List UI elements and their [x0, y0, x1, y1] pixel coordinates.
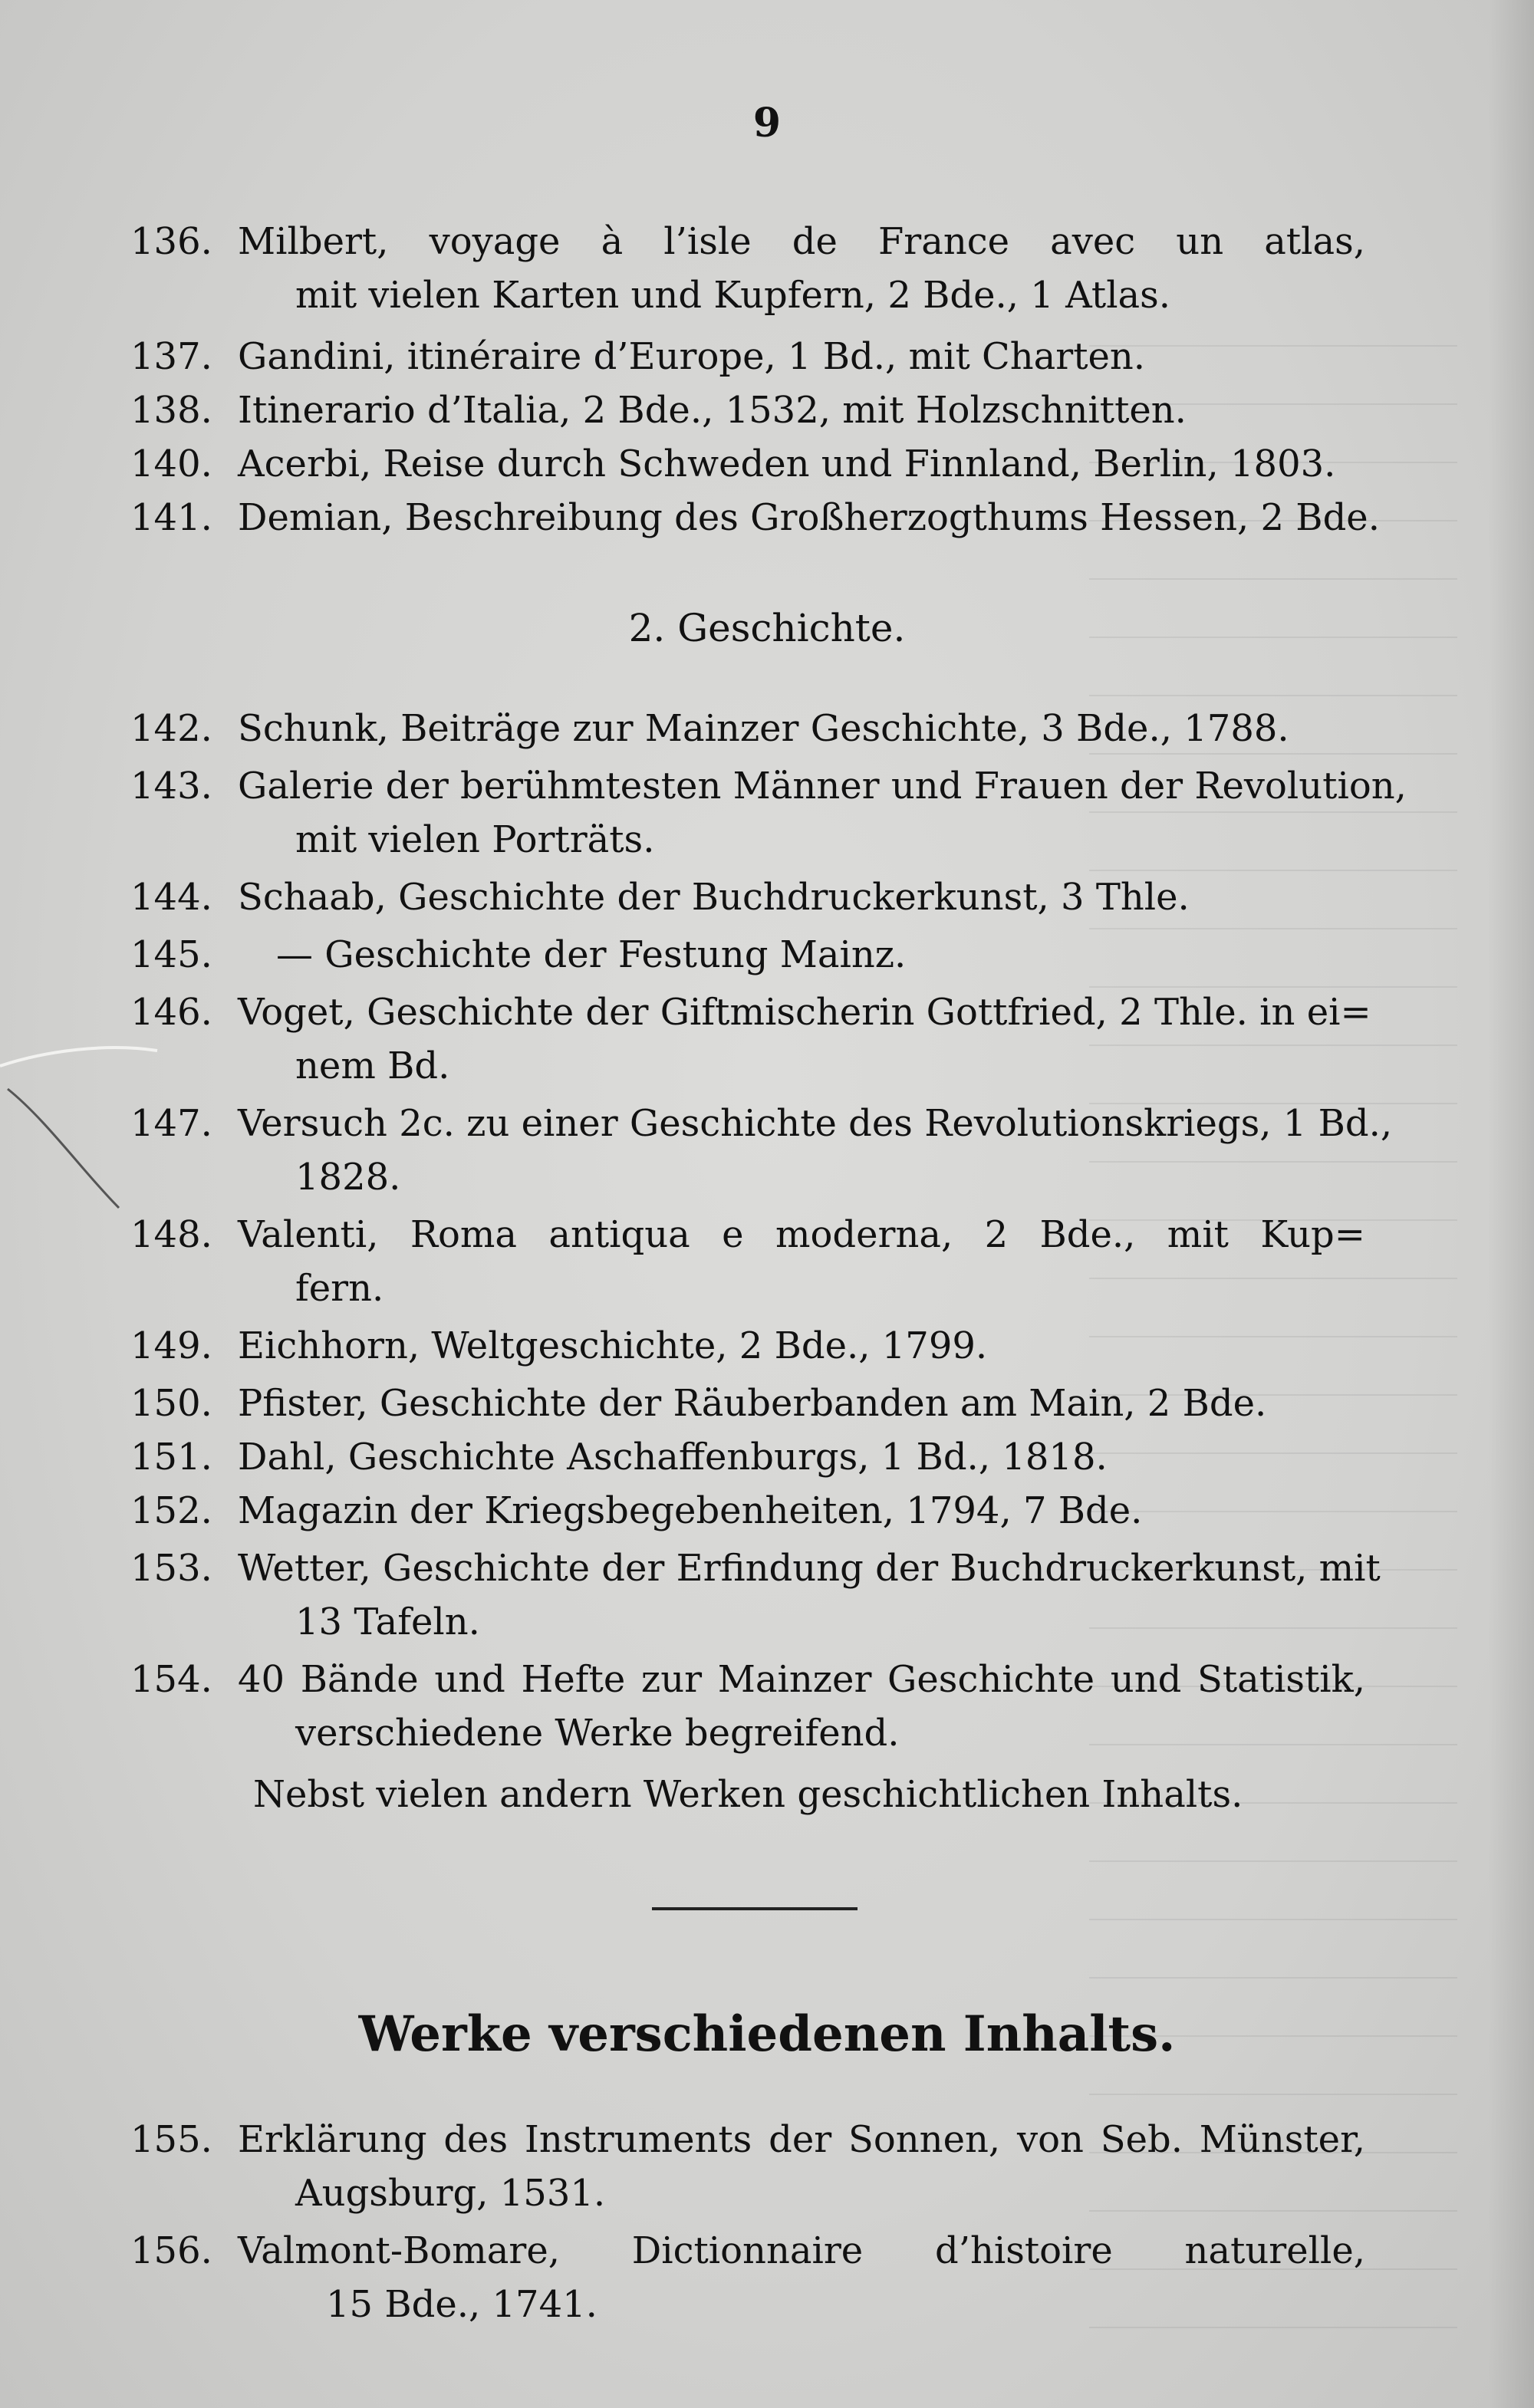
- entry-text: Schunk, Beiträge zur Mainzer Geschichte, 3 Bde., 1788.: [238, 707, 1289, 750]
- catalog-entry: [130, 759, 1407, 867]
- section-heading: 2. Geschichte.: [628, 606, 906, 650]
- entry-text: Dahl, Geschichte Aschaffenburgs, 1 Bd., 1818.: [238, 1436, 1108, 1479]
- catalog-entry: [130, 1097, 1393, 1204]
- entry-text: mit vielen Karten und Kupfern, 2 Bde., 1 Atlas.: [295, 274, 1171, 317]
- catalog-entry: [130, 928, 1365, 982]
- catalog-entry: [130, 2113, 1365, 2220]
- catalog-entry: [130, 1208, 1365, 1315]
- entry-number: 148.: [130, 1213, 212, 1256]
- catalog-entry: [130, 985, 1371, 1093]
- entry-text: Milbert, voyage à l’isle de France avec un atlas,: [238, 220, 1365, 263]
- entry-text: Acerbi, Reise durch Schweden und Finnland, Berlin, 1803.: [238, 442, 1336, 485]
- entry-text: Augsburg, 1531.: [295, 2172, 606, 2215]
- entry-number: 155.: [130, 2118, 212, 2161]
- catalog-entry: [130, 437, 1365, 491]
- entry-number: 140.: [130, 442, 212, 485]
- entry-number: 151.: [130, 1436, 212, 1479]
- entry-number: 136.: [130, 220, 212, 263]
- entry-number: 144.: [130, 876, 212, 919]
- catalog-entry: [130, 870, 1365, 924]
- entry-text: 15 Bde., 1741.: [326, 2283, 597, 2326]
- entry-text: Wetter, Geschichte der Erfindung der Buchdruckerkunst, mit: [238, 1547, 1381, 1590]
- entry-number: 149.: [130, 1324, 212, 1367]
- entry-text: Erklärung des Instruments der Sonnen, von Seb. Münster,: [238, 2118, 1365, 2161]
- catalog-entry: [130, 1377, 1365, 1430]
- catalog-entry: [130, 2224, 1365, 2331]
- entry-text: Valenti, Roma antiqua e moderna, 2 Bde., mit Kup=: [238, 1213, 1365, 1256]
- entry-text: Schaab, Geschichte der Buchdruckerkunst, 3 Thle.: [238, 876, 1190, 919]
- entry-text: 13 Tafeln.: [295, 1600, 480, 1643]
- entry-text: nem Bd.: [295, 1044, 450, 1087]
- section-heading: Werke verschiedenen Inhalts.: [358, 2005, 1176, 2063]
- entry-number: 154.: [130, 1658, 212, 1701]
- entry-text: — Geschichte der Festung Mainz.: [276, 933, 907, 976]
- entry-text: Gandini, itinéraire d’Europe, 1 Bd., mit Charten.: [238, 335, 1146, 378]
- entry-text: Pfister, Geschichte der Räuberbanden am Main, 2 Bde.: [238, 1382, 1267, 1425]
- entry-number: 138.: [130, 389, 212, 432]
- catalog-entry: [130, 1319, 1365, 1373]
- entry-text: Itinerario d’Italia, 2 Bde., 1532, mit Holzschnitten.: [238, 389, 1187, 432]
- catalog-entry: [130, 383, 1365, 437]
- entry-number: 147.: [130, 1102, 212, 1145]
- entry-text: Voget, Geschichte der Giftmischerin Gottfried, 2 Thle. in ei=: [238, 991, 1371, 1034]
- entry-number: 153.: [130, 1547, 212, 1590]
- entry-number: 137.: [130, 335, 212, 378]
- entry-text: verschiedene Werke begreifend.: [295, 1712, 900, 1755]
- entry-text: Valmont-Bomare, Dictionnaire d’histoire naturelle,: [238, 2229, 1365, 2272]
- entry-number: 152.: [130, 1489, 212, 1532]
- entry-number: 141.: [130, 496, 212, 539]
- entry-text: Demian, Beschreibung des Großherzogthums Hessen, 2 Bde.: [238, 496, 1380, 539]
- catalog-entry: [130, 702, 1365, 755]
- entry-text: mit vielen Porträts.: [295, 818, 655, 861]
- entry-number: 145.: [130, 933, 212, 976]
- entry-text: fern.: [295, 1267, 384, 1310]
- catalog-entry: [130, 491, 1380, 544]
- entry-text: Eichhorn, Weltgeschichte, 2 Bde., 1799.: [238, 1324, 988, 1367]
- section-divider: [652, 1907, 858, 1910]
- catalog-entry: [130, 1430, 1365, 1484]
- entry-number: 146.: [130, 991, 212, 1034]
- entry-number: 142.: [130, 707, 212, 750]
- page-number: 9: [752, 100, 782, 146]
- entry-text: 1828.: [295, 1156, 401, 1199]
- entry-number: 156.: [130, 2229, 212, 2272]
- entry-text: 40 Bände und Hefte zur Mainzer Geschichte und Statistik,: [238, 1658, 1365, 1701]
- closing-note: Nebst vielen andern Werken geschichtlichen Inhalts.: [253, 1773, 1243, 1816]
- catalog-entry: [130, 1541, 1381, 1649]
- entry-text: Galerie der berühmtesten Männer und Frauen der Revolution,: [238, 765, 1407, 808]
- entry-text: Versuch 2c. zu einer Geschichte des Revolutionskriegs, 1 Bd.,: [238, 1102, 1393, 1145]
- entry-text: Magazin der Kriegsbegebenheiten, 1794, 7 Bde.: [238, 1489, 1143, 1532]
- entry-number: 143.: [130, 765, 212, 808]
- catalog-entry: [130, 1653, 1365, 1760]
- catalog-entry: [130, 1484, 1365, 1538]
- entry-number: 150.: [130, 1382, 212, 1425]
- catalog-entry: [130, 330, 1365, 383]
- catalog-entry: [130, 215, 1365, 322]
